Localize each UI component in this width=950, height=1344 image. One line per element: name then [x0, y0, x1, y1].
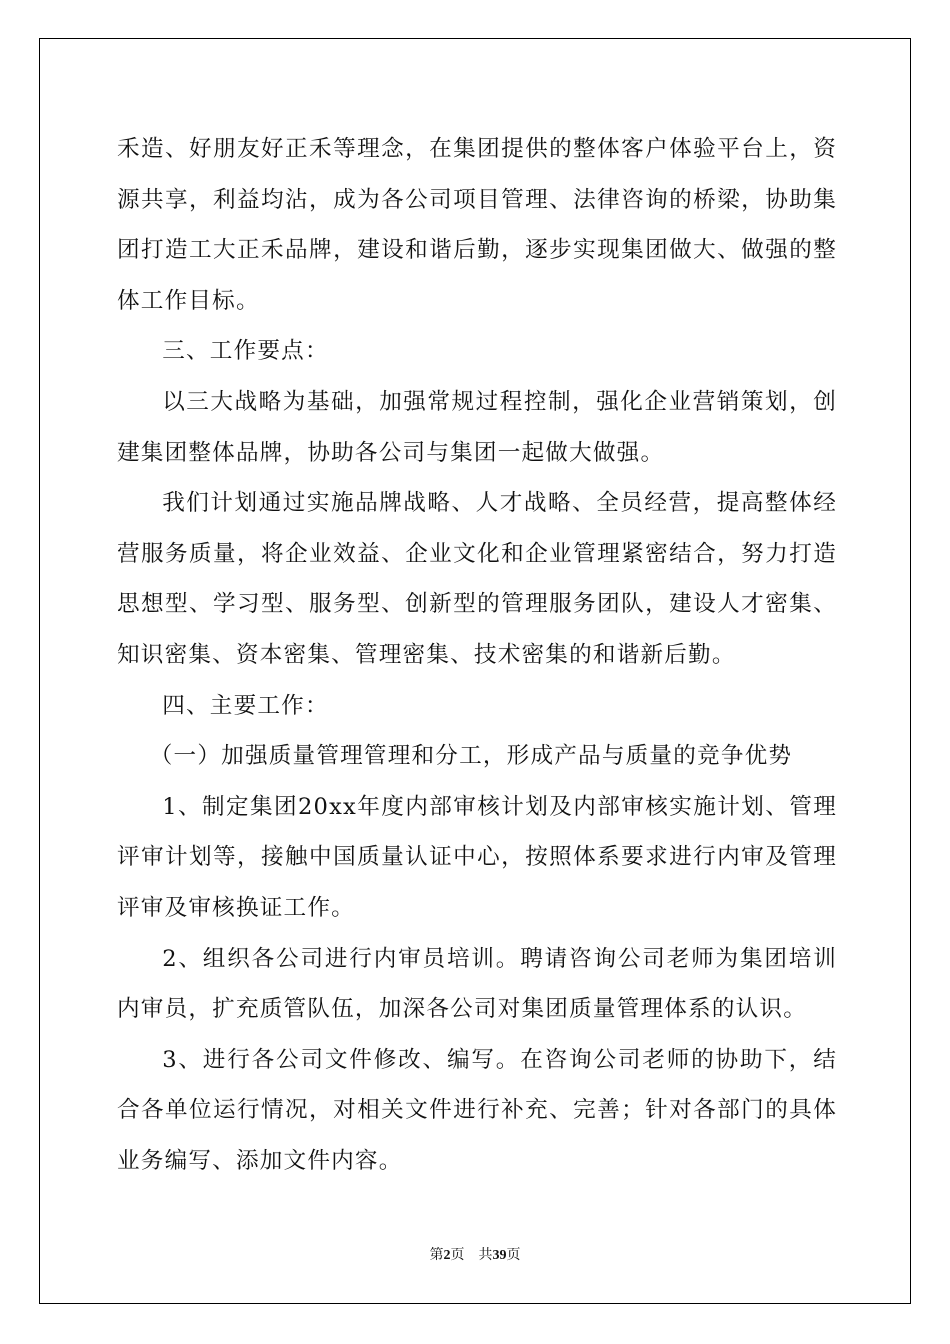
page-prefix: 第 — [429, 1248, 444, 1263]
page-footer — [0, 1247, 950, 1265]
heading-work-points: 三、工作要点： — [162, 338, 329, 365]
total-prefix: 共 — [478, 1248, 493, 1263]
list-item-2: 2、组织各公司进行内审员培训。聘请咨询公司老师为集团培训内审员，扩充质管队伍，加深各公司对集团质量管理体系的认识。 — [117, 945, 837, 1023]
total-pages: 39 — [492, 1248, 507, 1263]
total-suffix: 页 — [506, 1248, 521, 1263]
paragraph-4: 我们计划通过实施品牌战略、人才战略、全员经营，提高整体经营服务质量，将企业效益、企业文化和企业管理紧密结合，努力打造思想型、学习型、服务型、创新型的管理服务团队，建设人才密集、知识密集、资本密集、管理密集、技术密集的和谐新后勤。 — [117, 490, 837, 668]
page-suffix: 页 — [450, 1248, 465, 1263]
list-item-1: 1、制定集团20xx年度内部审核计划及内部审核实施计划、管理评审计划等，接触中国质量认证中心，按照体系要求进行内审及管理评审及审核换证工作。 — [117, 793, 837, 921]
document-body — [117, 124, 837, 1186]
page-number: 2 — [443, 1248, 451, 1263]
paragraph-3: 以三大战略为基础，加强常规过程控制，强化企业营销策划，创建集团整体品牌，协助各公司与集团一起做大做强。 — [117, 388, 837, 466]
paragraph-1: 禾造、好朋友好正禾等理念，在集团提供的整体客户体验平台上，资源共享，利益均沾，成为各公司项目管理、法律咨询的桥梁，协助集团打造工大正禾品牌，建设和谐后勤，逐步实现集团做大、做强的整体工作目标。 — [117, 136, 837, 314]
list-item-3: 3、进行各公司文件修改、编写。在咨询公司老师的协助下，结合各单位运行情况，对相关文件进行补充、完善；针对各部门的具体业务编写、添加文件内容。 — [117, 1046, 837, 1174]
heading-main-work: 四、主要工作： — [162, 692, 329, 719]
subheading-quality: （一）加强质量管理管理和分工，形成产品与质量的竞争优势 — [149, 743, 793, 770]
